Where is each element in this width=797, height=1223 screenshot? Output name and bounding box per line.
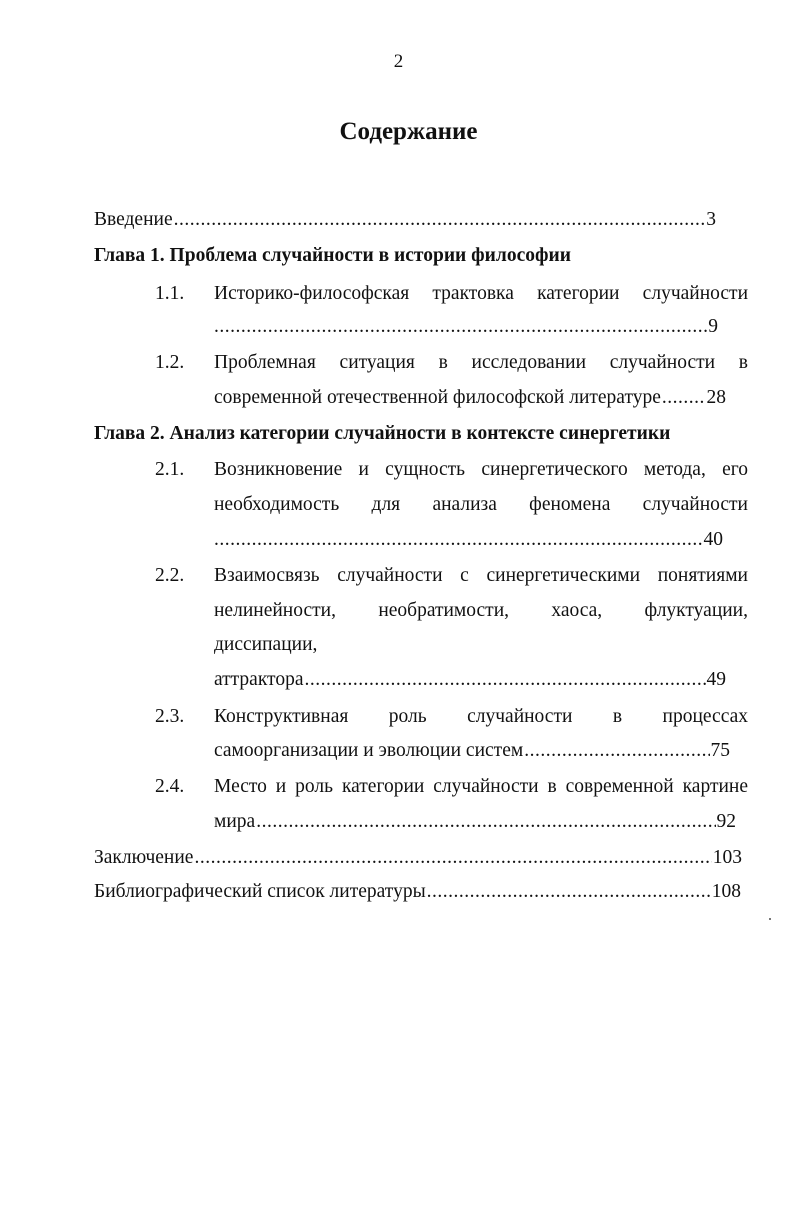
toc-section-number: 2.1. (155, 459, 185, 480)
toc-page-number: 40 (703, 529, 723, 550)
scan-mark (769, 918, 771, 920)
toc-section-text-cont: аттрактора (214, 669, 304, 690)
toc-chapter-2-heading[interactable]: Глава 2. Анализ категории случайности в контексте синергетики (94, 423, 671, 444)
toc-page-number: 108 (711, 881, 741, 902)
toc-page-number: 49 (706, 669, 726, 690)
leader-dots (304, 668, 705, 692)
toc-section-text-cont: самоорганизации и эволюции систем (214, 740, 524, 761)
toc-section-dotline[interactable] (214, 528, 723, 552)
toc-entry-label: Введение (94, 209, 173, 230)
toc-section-text-cont[interactable]: диссипации, (214, 634, 318, 655)
toc-section-number: 2.2. (155, 565, 185, 586)
toc-section-number: 1.1. (155, 283, 185, 304)
toc-section-text[interactable]: Взаимосвязь случайности с синергетическими понятиями (214, 565, 748, 586)
toc-section-text-cont[interactable]: нелинейности, необратимости, хаоса, флуктуации, (214, 600, 748, 621)
leader-dots (427, 880, 711, 904)
toc-section-text-cont: мира (214, 811, 256, 832)
toc-section-dotline[interactable] (214, 739, 730, 763)
toc-section-dotline[interactable] (214, 810, 736, 834)
toc-section-number: 1.2. (155, 352, 185, 373)
toc-entry-conclusion[interactable] (94, 846, 742, 870)
toc-section-text-cont: современной отечественной философской литературе (214, 387, 661, 408)
leader-dots (174, 208, 706, 232)
toc-section-text[interactable]: Историко-философская трактовка категории случайности (214, 283, 748, 304)
toc-section-text[interactable]: Место и роль категории случайности в современной картине (214, 776, 748, 797)
toc-page-number: 3 (706, 209, 716, 230)
toc-section-dotline[interactable] (214, 668, 726, 692)
toc-section-text[interactable]: Проблемная ситуация в исследовании случайности в (214, 352, 748, 373)
leader-dots (662, 386, 706, 410)
toc-section-text-cont[interactable]: необходимость для анализа феномена случайности (214, 494, 748, 515)
leader-dots (524, 739, 709, 763)
toc-section-number: 2.4. (155, 776, 185, 797)
toc-entry-label: Библиографический список литературы (94, 881, 426, 902)
toc-section-dotline[interactable] (214, 315, 718, 339)
toc-page-number: 92 (716, 811, 736, 832)
toc-page-number: 75 (710, 740, 730, 761)
toc-section-number: 2.3. (155, 706, 185, 727)
toc-entry-bibliography[interactable] (94, 880, 741, 904)
toc-page-number: 9 (708, 316, 718, 337)
leader-dots (194, 846, 711, 870)
page-title: Содержание (339, 118, 478, 145)
page-number: 2 (393, 51, 404, 72)
toc-section-text[interactable]: Возникновение и сущность синергетического метода, его (214, 459, 748, 480)
toc-page-number: 28 (706, 387, 726, 408)
toc-entry-label: Заключение (94, 847, 194, 868)
toc-page-number: 103 (712, 847, 742, 868)
toc-section-text[interactable]: Конструктивная роль случайности в процессах (214, 706, 748, 727)
toc-chapter-1-heading[interactable]: Глава 1. Проблема случайности в истории философии (94, 245, 571, 266)
leader-dots (214, 315, 707, 339)
toc-section-dotline[interactable] (214, 386, 726, 410)
toc-entry-intro[interactable] (94, 208, 716, 232)
leader-dots (256, 810, 715, 834)
leader-dots (214, 528, 703, 552)
